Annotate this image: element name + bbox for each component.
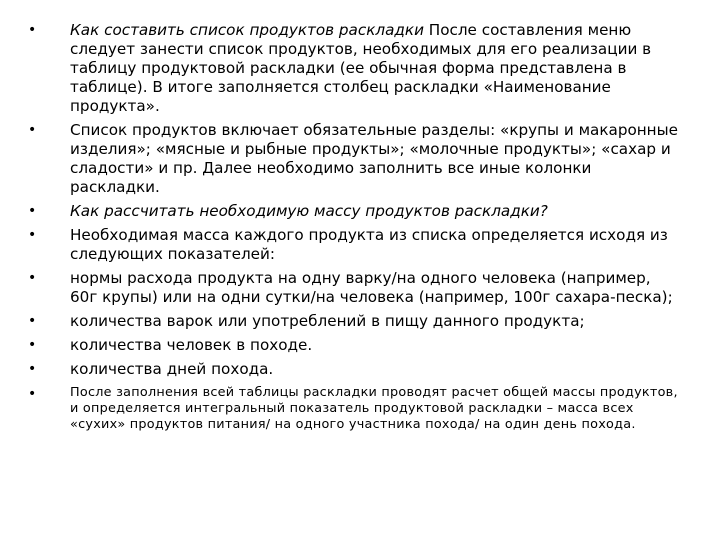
- bullet-marker: •: [28, 203, 37, 219]
- heading-how-to-calculate: Как рассчитать необходимую массу продуктов раскладки?: [70, 202, 548, 220]
- bullet-marker: •: [28, 361, 37, 377]
- bullet-item-cooking-count: [28, 312, 678, 331]
- bullet-marker: •: [28, 270, 37, 286]
- bullet-text: количества дней похода.: [70, 360, 274, 378]
- bullet-item-days-count: [28, 360, 678, 379]
- bullet-marker: •: [28, 337, 37, 353]
- bullet-marker: •: [28, 22, 37, 38]
- bullet-item-summary: [28, 385, 678, 433]
- bullet-text: После заполнения всей таблицы раскладки проводят расчет общей массы продуктов, и определяется интегральный показатель продуктовой раскладки – масса всех «сухих» продуктов питания/ на одного участника похода/ на один день похода.: [70, 385, 678, 432]
- bullet-item-people-count: [28, 336, 678, 355]
- bullet-text: количества человек в походе.: [70, 336, 313, 354]
- bullet-item-how-to-calculate: [28, 202, 678, 221]
- bullet-text: После составления меню следует занести список продуктов, необходимых для его реализации в таблицу продуктовой раскладки (ее обычная форма представлена в таблице). В итоге заполняется столбец раскладки «Наименование продукта».: [70, 21, 652, 115]
- bullet-marker: •: [28, 386, 37, 402]
- bullet-marker: •: [28, 313, 37, 329]
- bullet-text: нормы расхода продукта на одну варку/на одного человека (например, 60г крупы) или на одни сутки/на человека (например, 100г сахара-песка);: [70, 269, 673, 306]
- bullet-item-consumption-norm: [28, 269, 678, 307]
- heading-how-to-compose: Как составить список продуктов раскладки: [70, 21, 424, 39]
- bullet-text: Необходимая масса каждого продукта из списка определяется исходя из следующих показателей:: [70, 226, 668, 263]
- bullet-list: [28, 21, 678, 438]
- bullet-item-how-to-compose: [28, 21, 678, 116]
- bullet-marker: •: [28, 227, 37, 243]
- bullet-item-product-list: [28, 121, 678, 197]
- bullet-item-required-mass: [28, 226, 678, 264]
- bullet-text: Список продуктов включает обязательные разделы: «крупы и макаронные изделия»; «мясные и рыбные продукты»; «молочные продукты»; «сахар и сладости» и пр. Далее необходимо заполнить все иные колонки раскладки.: [70, 121, 678, 196]
- bullet-marker: •: [28, 122, 37, 138]
- bullet-text: количества варок или употреблений в пищу данного продукта;: [70, 312, 585, 330]
